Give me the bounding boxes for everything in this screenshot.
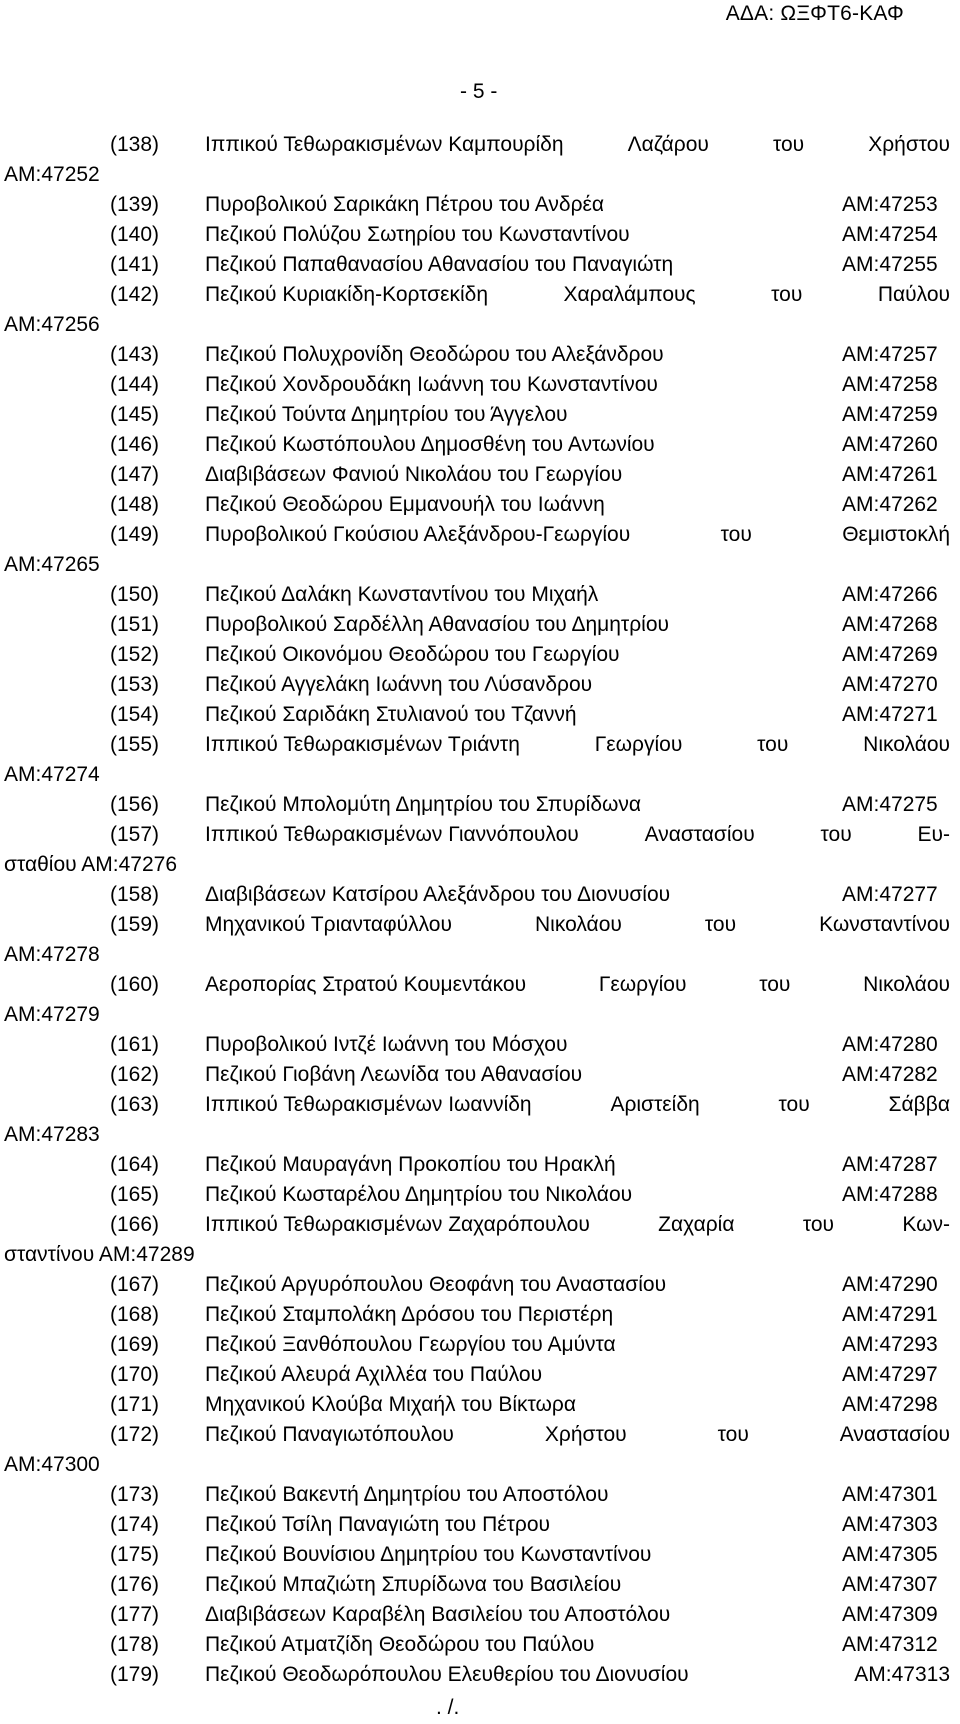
entry-am: ΑΜ:47274 [4,763,100,786]
list-item [0,1510,960,1540]
entry-number: (167) [110,1273,160,1296]
entry-am: ΑΜ:47254 [842,223,938,246]
entry-number: (146) [110,433,160,456]
entry-name-part: Χρήστου [544,1423,627,1446]
entry-name-part: του [771,283,803,306]
entry-am: ΑΜ:47257 [842,343,938,366]
entry-name: Διαβιβάσεων Καραβέλη Βασιλείου του Αποστόλου [205,1603,671,1626]
entry-name-part: Πυροβολικού Γκούσιου Αλεξάνδρου-Γεωργίου [205,523,631,546]
entry-name-part: Ευ- [917,823,950,846]
entry-name: Πεζικού Μπολομύτη Δημητρίου του Σπυρίδωνα [205,793,642,816]
entry-name [205,1090,950,1120]
entry-number: (142) [110,283,160,306]
entry-name: Πεζικού Βακεντή Δημητρίου του Αποστόλου [205,1483,609,1506]
entry-number: (165) [110,1183,160,1206]
entry-name [205,130,950,160]
list-item [0,910,960,940]
entry-am: ΑΜ:47259 [842,403,938,426]
entry-name: Πυροβολικού Σαρικάκη Πέτρου του Ανδρέα [205,193,605,216]
entry-name-part: Γεωργίου [594,733,683,756]
entry-am: ΑΜ:47252 [4,163,100,186]
list-item [0,1600,960,1630]
entry-am: ΑΜ:47287 [842,1153,938,1176]
entry-number: (159) [110,913,160,936]
entry-am: ΑΜ:47270 [842,673,938,696]
entry-name [205,970,950,1000]
entry-number: (155) [110,733,160,756]
entry-name [205,520,950,550]
entry-number: (141) [110,253,160,276]
list-item [0,1360,960,1390]
entry-name: Πεζικού Χονδρουδάκη Ιωάννη του Κωνσταντίνου [205,373,658,396]
entry-name-part: του [704,913,737,936]
entry-number: (140) [110,223,160,246]
entry-number: (164) [110,1153,160,1176]
entry-name-part: Ιππικού Τεθωρακισμένων Γιαννόπουλου [205,823,579,846]
list-item [0,340,960,370]
entry-am: σταντίνου ΑΜ:47289 [4,1243,195,1266]
list-item [0,610,960,640]
entry-name-part: Πεζικού Παναγιωτόπουλου [205,1423,454,1446]
entry-number: (145) [110,403,160,426]
entry-am: ΑΜ:47290 [842,1273,938,1296]
entry-am: ΑΜ:47280 [842,1033,938,1056]
entry-number: (154) [110,703,160,726]
list-item [0,1090,960,1120]
entry-am: ΑΜ:47297 [842,1363,938,1386]
entry-name-part: του [778,1093,810,1116]
entry-name-part: Αριστείδη [610,1093,700,1116]
entry-name-part: Κων- [902,1213,950,1236]
list-item [0,400,960,430]
entry-name: Πεζικού Θεοδωρόπουλου Ελευθερίου του Διονυσίου [205,1663,689,1686]
entry-name-part: Πεζικού Κυριακίδη-Κορτσεκίδη [205,283,489,306]
entry-am: ΑΜ:47271 [842,703,938,726]
list-item [0,1270,960,1300]
entry-name-part: Ιππικού Τεθωρακισμένων Ζαχαρόπουλου [205,1213,590,1236]
entry-am: ΑΜ:47265 [4,553,100,576]
entry-number: (174) [110,1513,160,1536]
entry-am: ΑΜ:47253 [842,193,938,216]
entry-am: ΑΜ:47282 [842,1063,938,1086]
entry-name-part: Ιππικού Τεθωρακισμένων Καμπουρίδη [205,133,564,156]
entry-name-part: Λαζάρου [627,133,709,156]
entry-number: (150) [110,583,160,606]
entry-name: Πυροβολικού Σαρδέλλη Αθανασίου του Δημητρίου [205,613,669,636]
entry-number: (147) [110,463,160,486]
entry-name: Πυροβολικού Ιντζέ Ιωάννη του Μόσχου [205,1033,568,1056]
ada-code: ΑΔΑ: ΩΞΦΤ6-ΚΑΦ [725,2,904,25]
list-item [0,1030,960,1060]
entry-number: (178) [110,1633,160,1656]
list-item-continuation [0,940,960,970]
entry-number: (161) [110,1033,160,1056]
entry-name [205,280,950,310]
entry-number: (151) [110,613,160,636]
list-item [0,730,960,760]
entry-am: ΑΜ:47258 [842,373,938,396]
entry-name-part: Χαραλάμπους [563,283,696,306]
list-item [0,1660,960,1690]
list-item [0,430,960,460]
entry-name-part: του [802,1213,834,1236]
entry-am: ΑΜ:47303 [842,1513,938,1536]
entry-name: Πεζικού Οικονόμου Θεοδώρου του Γεωργίου [205,643,620,666]
entry-number: (144) [110,373,160,396]
entry-am: ΑΜ:47301 [842,1483,938,1506]
entry-name-part: του [717,1423,749,1446]
entry-name-part: Παύλου [877,283,950,306]
list-item [0,1060,960,1090]
entry-name: Πεζικού Κωστόπουλου Δημοσθένη του Αντωνίου [205,433,655,456]
entry-am: ΑΜ:47269 [842,643,938,666]
list-item [0,1180,960,1210]
entry-number: (172) [110,1423,160,1446]
entry-number: (168) [110,1303,160,1326]
entry-name: Πεζικού Γιοβάνη Λεωνίδα του Αθανασίου [205,1063,583,1086]
list-item [0,130,960,160]
entry-name: Πεζικού Αργυρόπουλου Θεοφάνη του Αναστασίου [205,1273,667,1296]
list-item [0,1480,960,1510]
entry-am: ΑΜ:47261 [842,463,938,486]
entry-name [205,1210,950,1240]
entry-number: (176) [110,1573,160,1596]
list-item [0,670,960,700]
entry-name-part: του [820,823,852,846]
entry-name-part: Γεωργίου [598,973,687,996]
entry-number: (170) [110,1363,160,1386]
entry-name: Πεζικού Σαριδάκη Στυλιανού του Τζαννή [205,703,577,726]
list-item [0,880,960,910]
entry-number: (157) [110,823,160,846]
list-item [0,1630,960,1660]
entry-number: (156) [110,793,160,816]
entry-name-part: Νικολάου [535,913,622,936]
list-item-continuation [0,1120,960,1150]
list-item-continuation [0,1450,960,1480]
entry-name [205,730,950,760]
entry-name-part: Κωνσταντίνου [819,913,950,936]
entry-name-part: Αναστασίου [644,823,755,846]
entry-am: ΑΜ:47260 [842,433,938,456]
list-item [0,1390,960,1420]
list-item [0,790,960,820]
entry-name-part: του [759,973,791,996]
entry-number: (175) [110,1543,160,1566]
entry-number: (149) [110,523,160,546]
entry-am: ΑΜ:47298 [842,1393,938,1416]
entry-am: ΑΜ:47300 [4,1453,100,1476]
list-item-continuation [0,760,960,790]
entry-name: Πεζικού Βουνίσιου Δημητρίου του Κωνσταντίνου [205,1543,652,1566]
entry-name: Πεζικού Πολυχρονίδη Θεοδώρου του Αλεξάνδρου [205,343,664,366]
entry-name-part: Νικολάου [863,973,950,996]
entry-number: (160) [110,973,160,996]
entry-number: (152) [110,643,160,666]
list-item [0,700,960,730]
list-item-continuation [0,310,960,340]
entry-name: Μηχανικού Κλούβα Μιχαήλ του Βίκτωρα [205,1393,577,1416]
list-item [0,1330,960,1360]
entry-am: ΑΜ:47293 [842,1333,938,1356]
list-item [0,460,960,490]
entry-name-part: Ιππικού Τεθωρακισμένων Ιωαννίδη [205,1093,532,1116]
entry-name: Πεζικού Τούντα Δημητρίου του Άγγελου [205,403,568,426]
list-item [0,1570,960,1600]
entry-number: (179) [110,1663,160,1686]
entry-name-part: Ζαχαρία [658,1213,735,1236]
entry-am: ΑΜ:47256 [4,313,100,336]
entry-name: Πεζικού Μαυραγάνη Προκοπίου του Ηρακλή [205,1153,616,1176]
entry-name: Πεζικού Ξανθόπουλου Γεωργίου του Αμύντα [205,1333,616,1356]
entry-number: (166) [110,1213,160,1236]
entry-am: ΑΜ:47279 [4,1003,100,1026]
entry-name-part: Χρήστου [868,133,950,156]
entry-name-part: Νικολάου [863,733,950,756]
entry-name-part: Αναστασίου [839,1423,950,1446]
list-item [0,190,960,220]
entry-number: (162) [110,1063,160,1086]
entry-am: ΑΜ:47313 [854,1663,950,1686]
entry-am: ΑΜ:47283 [4,1123,100,1146]
list-item [0,250,960,280]
entries-list [0,130,960,1690]
entry-name-part: Μηχανικού Τριανταφύλλου [205,913,452,936]
entry-name-part: Θεμιστοκλή [842,523,950,546]
list-item [0,370,960,400]
entry-name [205,910,950,940]
entry-number: (139) [110,193,160,216]
entry-name: Πεζικού Τσίλη Παναγιώτη του Πέτρου [205,1513,551,1536]
list-item [0,1150,960,1180]
list-item-continuation [0,850,960,880]
list-item [0,1300,960,1330]
list-item-continuation [0,1240,960,1270]
entry-name-part: Αεροπορίας Στρατού Κουμεντάκου [205,973,527,996]
entry-name: Πεζικού Ατματζίδη Θεοδώρου του Παύλου [205,1633,595,1656]
entry-am: ΑΜ:47278 [4,943,100,966]
entry-name: Πεζικού Πολύζου Σωτηρίου του Κωνσταντίνου [205,223,630,246]
list-item [0,1540,960,1570]
entry-name: Διαβιβάσεων Φανιού Νικολάου του Γεωργίου [205,463,623,486]
entry-name: Πεζικού Παπαθανασίου Αθανασίου του Παναγιώτη [205,253,674,276]
entry-name-part: Ιππικού Τεθωρακισμένων Τριάντη [205,733,520,756]
entry-number: (148) [110,493,160,516]
entry-number: (169) [110,1333,160,1356]
entry-am: ΑΜ:47309 [842,1603,938,1626]
entry-name-part: του [772,133,805,156]
entry-am: ΑΜ:47312 [842,1633,938,1656]
entry-name [205,820,950,850]
continuation-mark: . /. [436,1696,460,1719]
list-item [0,580,960,610]
entry-name: Πεζικού Δαλάκη Κωνσταντίνου του Μιχαήλ [205,583,599,606]
entry-number: (138) [110,133,160,156]
page-number: - 5 - [460,80,498,103]
entry-number: (173) [110,1483,160,1506]
entry-am: ΑΜ:47307 [842,1573,938,1596]
entry-name: Πεζικού Αγγελάκη Ιωάννη του Λύσανδρου [205,673,593,696]
entry-am: ΑΜ:47305 [842,1543,938,1566]
entry-name-part: του [757,733,789,756]
entry-am: ΑΜ:47275 [842,793,938,816]
list-item [0,640,960,670]
entry-am: ΑΜ:47277 [842,883,938,906]
list-item-continuation [0,160,960,190]
entry-am: ΑΜ:47255 [842,253,938,276]
list-item [0,220,960,250]
list-item [0,970,960,1000]
entry-name: Πεζικού Μπαζιώτη Σπυρίδωνα του Βασιλείου [205,1573,622,1596]
entry-number: (163) [110,1093,160,1116]
entry-name: Διαβιβάσεων Κατσίρου Αλεξάνδρου του Διονυσίου [205,883,671,906]
entry-am: ΑΜ:47288 [842,1183,938,1206]
entry-name: Πεζικού Θεοδώρου Εμμανουήλ του Ιωάννη [205,493,605,516]
entry-number: (171) [110,1393,160,1416]
entry-name: Πεζικού Αλευρά Αχιλλέα του Παύλου [205,1363,543,1386]
list-item [0,490,960,520]
entry-am: ΑΜ:47268 [842,613,938,636]
entry-name-part: Σάββα [888,1093,950,1116]
list-item [0,1420,960,1450]
list-item [0,1210,960,1240]
entry-name-part: του [720,523,752,546]
list-item [0,820,960,850]
list-item-continuation [0,550,960,580]
entry-am: ΑΜ:47266 [842,583,938,606]
entry-am: σταθίου ΑΜ:47276 [4,853,178,876]
entry-am: ΑΜ:47262 [842,493,938,516]
entry-name [205,1420,950,1450]
list-item [0,280,960,310]
entry-number: (143) [110,343,160,366]
list-item-continuation [0,1000,960,1030]
entry-number: (158) [110,883,160,906]
list-item [0,520,960,550]
entry-name: Πεζικού Κωσταρέλου Δημητρίου του Νικολάου [205,1183,633,1206]
entry-name: Πεζικού Σταμπολάκη Δρόσου του Περιστέρη [205,1303,614,1326]
entry-number: (153) [110,673,160,696]
entry-number: (177) [110,1603,160,1626]
entry-am: ΑΜ:47291 [842,1303,938,1326]
